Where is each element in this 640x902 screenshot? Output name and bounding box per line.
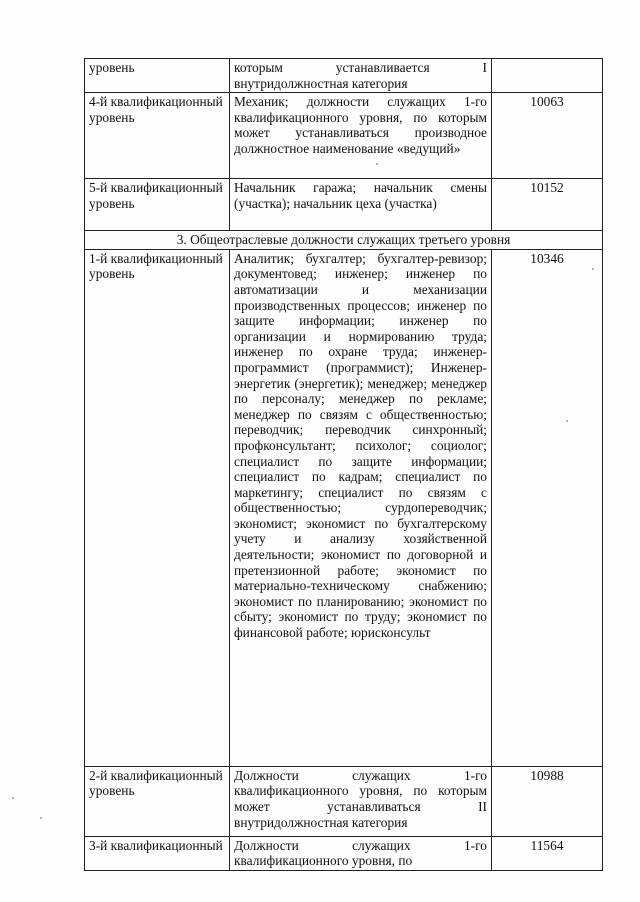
section-row xyxy=(85,231,603,250)
section-heading: 3. Общеотраслевые должности служащих третьего уровня xyxy=(85,231,603,250)
qualification-level: 2-й квалификационный уровень xyxy=(85,766,230,836)
qualification-table xyxy=(84,58,603,871)
position-description: Должности служащих 1-го квалификационного уровня, по которым может устанавливаться II внутридолжностная категория xyxy=(230,766,492,836)
salary-value: 10152 xyxy=(492,179,603,231)
table-row xyxy=(85,93,603,179)
position-description: Аналитик; бухгалтер; бухгалтер-ревизор; документовед; инженер; инженер по автоматизации и механизации производственных процессов; инженер по защите информации; инженер по организации и нормированию труда; инженер по охране труда; инженер-программист (программист); Инженер-энергетик (энергетик); менеджер; менеджер по персоналу; менеджер по рекламе; менеджер по связям с общественностью; переводчик; переводчик синхронный; профконсультант; психолог; социолог; специалист по защите информации; специалист по кадрам; специалист по маркетингу; специалист по связям с общественностью; сурдопереводчик; экономист; экономист по бухгалтерскому учету и анализу хозяйственной деятельности; экономист по договорной и претензионной работе; экономист по материально-техническому снабжению; экономист по планированию; экономист по сбыту; экономист по труду; экономист по финансовой работе; юрисконсульт xyxy=(230,249,492,766)
qualification-level: 4-й квалификационный уровень xyxy=(85,93,230,179)
position-description: Должности служащих 1-го квалификационного уровня, по xyxy=(230,836,492,870)
table-row xyxy=(85,836,603,870)
position-description: Механик; должности служащих 1-го квалификационного уровня, по которым может устанавливаться производное должностное наименование «ведущий» xyxy=(230,93,492,179)
table-row xyxy=(85,179,603,231)
table-row xyxy=(85,766,603,836)
position-description: которым устанавливается I внутридолжностная категория xyxy=(230,59,492,93)
salary-value: 10346 xyxy=(492,249,603,766)
qualification-level: 3-й квалификационный xyxy=(85,836,230,870)
qualification-level: 1-й квалификационный уровень xyxy=(85,249,230,766)
table-row xyxy=(85,249,603,766)
salary-value xyxy=(492,59,603,93)
salary-value: 10063 xyxy=(492,93,603,179)
salary-value: 10988 xyxy=(492,766,603,836)
position-description: Начальник гаража; начальник смены (участка); начальник цеха (участка) xyxy=(230,179,492,231)
salary-value: 11564 xyxy=(492,836,603,870)
qualification-level: 5-й квалификационный уровень xyxy=(85,179,230,231)
qualification-level: уровень xyxy=(85,59,230,93)
table-row xyxy=(85,59,603,93)
scan-speck xyxy=(12,797,14,799)
scan-speck xyxy=(40,817,42,819)
